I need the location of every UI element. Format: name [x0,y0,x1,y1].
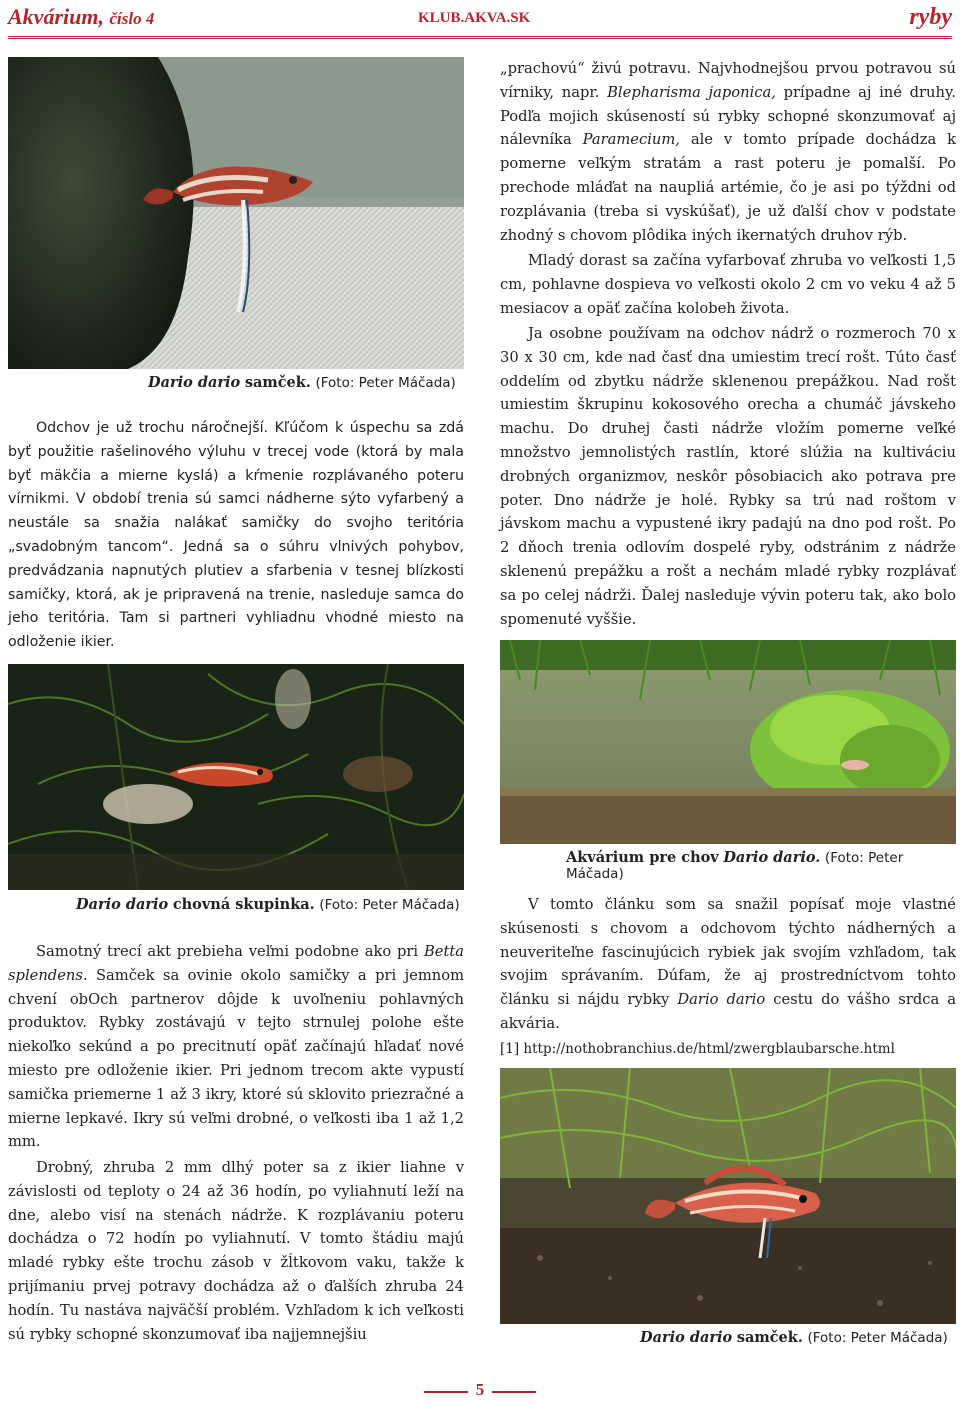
right-paragraph-1: „prachovú“ živú potravu. Najvhodnejšou prvou potravou sú vírniky, napr. Blepharisma japonica, prípadne aj iné druhy. Podľa mojich skúseností sú rybky schopné skonzumovať aj nálevníka Paramecium, ale v tomto prípade dochádza k pomerne veľkým stratám a rast poteru je pomalší. Po prechode mláďat na naupliá artémie, čo je asi po týždni od rozplávania (treba si vyskúšať), je už ďalší chov v podstate zhodný s chovom plôdika iných ikernatých druhov rýb. [500,60,956,244]
caption-photo-2: Dario dario chovná skupinka. (Foto: Peter Máčada) [76,896,460,913]
left-paragraph-2: Samotný trecí akt prebieha veľmi podobne ako pri Betta splendens. Samček sa ovinie okolo samičky a pri jemnom chvení obOch partnerov dôjde k uvoľneniu pohlavných produktov. Rybky zostávajú v tejto strnulej polohe ešte niekoľko sekúnd a po precitnutí opäť začínajú hľadať nové miesto pre odloženie ikier. Pri jednom trecom akte vypustí samička priemerne 1 až 3 ikry, ktoré sú sklovito priezračné a mierne lepkavé. Ikry sú veľmi drobné, o veľkosti iba 1 až 1,2 mm. [8,943,464,1151]
photo-breeding-aquarium [500,640,956,844]
photo-male-java-moss [500,1068,956,1324]
page-number-rule-left [424,1391,468,1393]
caption-photo-1: Dario dario samček. (Foto: Peter Máčada) [148,374,456,391]
right-paragraph-2: Mladý dorast sa začína vyfarbovať zhruba vo veľkosti 1,5 cm, pohlavne dospieva vo veľkosti okolo 2 cm vo veku 4 až 5 mesiacov a opäť začína kolobeh života. [500,252,956,317]
left-paragraph-3: Drobný, zhruba 2 mm dlhý poter sa z ikier liahne v závislosti od teploty o 24 až 36 hodín, po vyliahnutí leží na dne, alebo visí na stenách nádrže. K rozplávaniu poteru dochádza o 72 hodín po vyliahnutí. V tomto štádiu majú mladé rybky ešte trochu zásob v žĺtkovom vaku, takže k prijímaniu prvej potravy dochádza až o ďalších zhruba 24 hodín. Tu nastáva najväčší problém. Vzhľadom k ich veľkosti sú rybky schopné skonzumovať iba najjemnejšiu [8,1159,464,1343]
right-paragraph-3: Ja osobne používam na odchov nádrž o rozmeroch 70 x 30 x 30 cm, kde nad časť dna umiestim trecí rošt. Túto časť oddelím od zbytku nádrže sklenenou prepážkou. Nad rošt umiestim škrupinu kokosového orecha a chumáč jávskeho machu. Do druhej časti nádrže vložím pomerne veľké množstvo jemnolistých rastlín, ktoré slúžia na kultiváciu drobných organizmov, neskôr pôsobiacich ako potrava pre poter. Dno nádrže je holé. Rybky sa trú nad roštom v jávskom machu a vypustené ikry padajú na dno pod rošt. Po 2 dňoch trenia odlovím dospelé ryby, odstránim z nádrže sklenenú prepážku a rošt a nechám mladé rybky rozplávať sa po celej nádrži. Ďalej nasleduje vývin poteru tak, ako bolo spomenuté vyššie. [500,325,956,628]
magazine-title: Akvárium, číslo 4 [8,4,155,29]
caption-photo-4: Dario dario samček. (Foto: Peter Máčada) [640,1329,948,1346]
left-paragraph-1: Odchov je už trochu náročnejší. Kľúčom k úspechu sa zdá byť použitie rašelinového výluhu v trecej vode (ktorá by mala byť mäkčia a mierne kyslá) a kŕmenie rozplávaného poteru vírnikmi. V období trenia sú samci nádherne sýto vyfarbený a neustále sa snažia nalákať samičky do svojho teritória „svadobným tancom“. Jedná sa o súhru vlnivých pohybov, predvádzania napnutých plutiev a sfarbenia v tesnej blízkosti samičky, ktorá, ak je pripravená na trenie, nasleduje samca do jeho teritória. Tam si partneri vyhliadnu vhodné miesto na odloženie ikier. [8,420,464,651]
caption-photo-3: Akvárium pre chov Dario dario. (Foto: Peter Máčada) [566,849,904,882]
photo-male-closeup [8,57,464,369]
header-rule [8,36,952,39]
photo-breeding-group [8,664,464,890]
reference-footnote: [1] http://nothobranchius.de/html/zwergblaubarsche.html [500,1041,895,1057]
issue-number: číslo 4 [109,9,155,28]
page-number-rule-right [492,1391,536,1393]
page-header [0,0,960,40]
right-paragraph-4: V tomto článku som sa snažil popísať moje vlastné skúsenosti s chovom a odchovom týchto nádherných a neuveriteľne fascinujúcich rybiek jak svojím vzhľadom, tak svojim správaním. Dúfam, že aj prostredníctvom tohto článku si nájdu rybky Dario dario cestu do vášho srdca a akvária. [500,896,957,1032]
section-name: ryby [909,4,952,30]
site-name: KLUB.AKVA.SK [418,10,531,26]
page-number: 5 [420,1380,540,1404]
